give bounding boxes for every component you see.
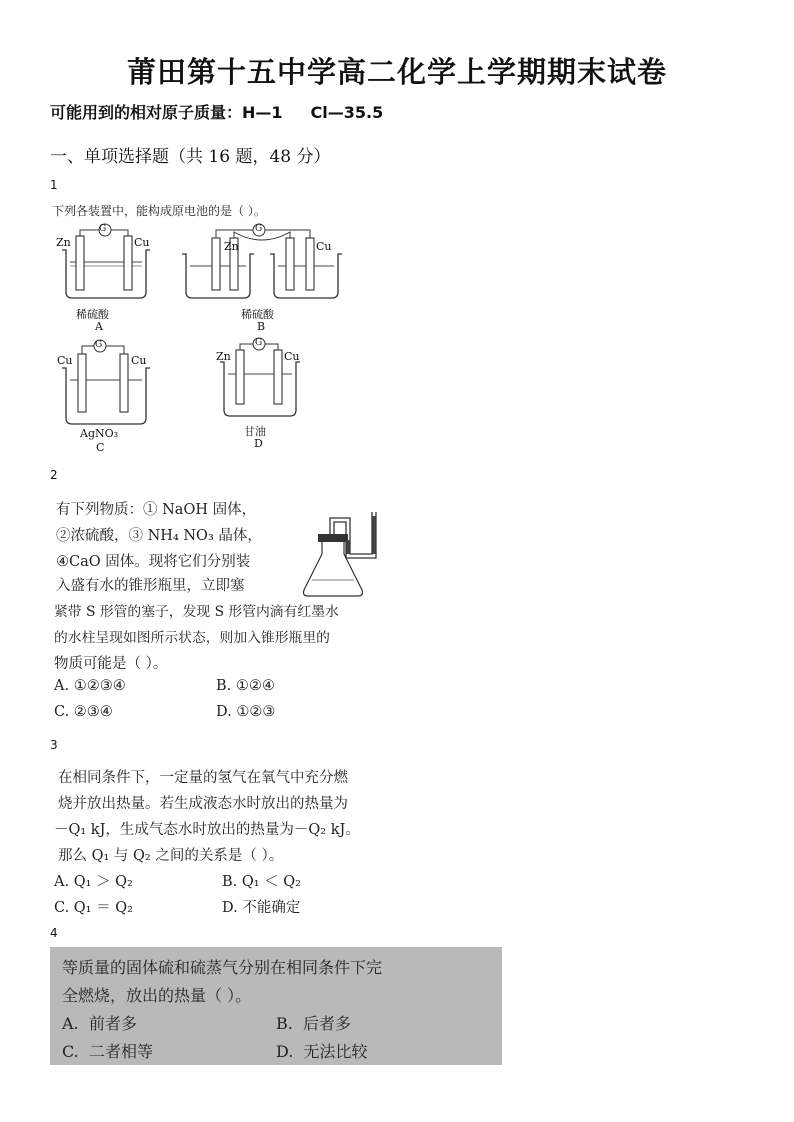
- question-4-option: [62, 1011, 137, 1034]
- apparatus-c-drawing: [56, 338, 156, 430]
- apparatus-d-drawing: [216, 336, 316, 422]
- question-3-option-b-text: Q₁ ＜ Q₂: [241, 874, 301, 890]
- apparatus-b-solution: 稀硫酸: [241, 308, 274, 321]
- apparatus-b-left-electrode: Zn: [224, 240, 239, 253]
- question-4-option: [276, 1011, 351, 1034]
- question-4-option-b-text: 后者多: [303, 1014, 352, 1033]
- question-4-option: [62, 1039, 153, 1062]
- question-3-option-a-text: Q₁ ＞ Q₂: [73, 874, 133, 890]
- question-2-option-a-text: ①②③④: [73, 678, 126, 694]
- apparatus-b-drawing: [178, 222, 348, 302]
- apparatus-c-solution: AgNO₃: [80, 427, 119, 440]
- question-3-line: －Q₁ kJ，生成气态水时放出的热量为－Q₂ kJ。: [54, 822, 360, 838]
- atomic-mass-h: H—1: [242, 103, 283, 122]
- apparatus-a-solution: 稀硫酸: [76, 308, 109, 321]
- question-2-line: ④CaO 固体。现将它们分别装: [56, 554, 251, 570]
- flask-s-tube-drawing: [300, 510, 390, 600]
- apparatus-c-left-electrode: Cu: [57, 354, 73, 367]
- question-2-line: 物质可能是（ ）。: [54, 656, 168, 672]
- apparatus-a-meter: G: [99, 224, 107, 234]
- question-2-option-b-text: ①②④: [235, 678, 275, 694]
- question-2-option-a-label: A.: [54, 678, 70, 694]
- question-2-option-d-label: D.: [216, 704, 232, 720]
- question-2-option: [216, 704, 275, 720]
- question-4-option-d-text: 无法比较: [303, 1042, 368, 1061]
- question-4-option-a-text: 前者多: [88, 1014, 137, 1033]
- atomic-mass-line: [50, 100, 383, 123]
- apparatus-c-right-electrode: Cu: [131, 354, 147, 367]
- question-number-3: 3: [50, 738, 58, 752]
- apparatus-b-right-electrode: Cu: [316, 240, 332, 253]
- question-4-option-a-label: A.: [62, 1014, 79, 1033]
- question-2-line: ②浓硫酸，③ NH₄ NO₃ 晶体，: [56, 528, 262, 544]
- question-4-option-c-label: C.: [62, 1042, 79, 1061]
- atomic-mass-cl: Cl—35.5: [310, 103, 384, 122]
- question-number-4: 4: [50, 926, 58, 940]
- question-number-1: 1: [50, 178, 58, 192]
- question-2-option: [54, 704, 113, 720]
- question-4-option-d-label: D.: [276, 1042, 294, 1061]
- question-2-option-b-label: B.: [216, 678, 232, 694]
- question-3-option: [222, 896, 300, 917]
- question-3-option: [222, 870, 301, 891]
- apparatus-d-meter: G: [255, 338, 263, 348]
- question-4-scan: [50, 947, 502, 1065]
- question-2-line: 入盛有水的锥形瓶里，立即塞: [56, 578, 245, 594]
- question-4-option-b-label: B.: [276, 1014, 293, 1033]
- apparatus-a-letter: A: [95, 320, 103, 333]
- question-2-option-d-text: ①②③: [236, 704, 276, 720]
- question-4-line: 全燃烧，放出的热量（ ）。: [62, 986, 252, 1005]
- apparatus-a-left-electrode: Zn: [56, 236, 71, 249]
- atomic-mass-label: 可能用到的相对原子质量：: [50, 103, 243, 122]
- apparatus-a-right-electrode: Cu: [134, 236, 150, 249]
- apparatus-c-meter: G: [95, 340, 103, 350]
- apparatus-c-letter: C: [96, 441, 105, 454]
- question-3-option-d-text: 不能确定: [242, 900, 301, 916]
- question-4-option-c-text: 二者相等: [88, 1042, 153, 1061]
- question-2-option-c-label: C.: [54, 704, 70, 720]
- apparatus-b-meter: G: [255, 224, 263, 234]
- question-2-option-c-text: ②③④: [73, 704, 113, 720]
- page-title: 莆田第十五中学高二化学上学期期末试卷: [126, 55, 667, 89]
- question-3-option-d-label: D.: [222, 900, 238, 916]
- question-2-option: [216, 678, 275, 694]
- apparatus-d-solution: 甘油: [244, 425, 266, 438]
- apparatus-d-letter: D: [254, 437, 263, 450]
- question-3-option: [54, 870, 133, 891]
- question-3-option: [54, 896, 133, 917]
- question-3-option-c-label: C.: [54, 900, 70, 916]
- question-3-scan: [50, 760, 400, 920]
- apparatus-b-letter: B: [257, 320, 266, 333]
- question-3-line: 那么 Q₁ 与 Q₂ 之间的关系是（ ）。: [58, 848, 284, 864]
- question-number-2: 2: [50, 468, 58, 482]
- question-3-option-c-text: Q₁ ＝ Q₂: [73, 900, 133, 916]
- apparatus-a-drawing: [56, 222, 156, 302]
- question-2-line: 有下列物质：① NaOH 固体，: [56, 502, 257, 518]
- question-3-option-a-label: A.: [54, 874, 70, 890]
- question-2-option: [54, 678, 126, 694]
- section-title: 一、单项选择题（共 16 题，48 分）: [50, 147, 331, 167]
- question-2-line: 紧带 S 形管的塞子，发现 S 形管内滴有红墨水: [54, 604, 339, 620]
- question-3-option-b-label: B.: [222, 874, 238, 890]
- question-4-line: 等质量的固体硫和硫蒸气分别在相同条件下完: [62, 958, 383, 977]
- question-3-line: 烧并放出热量。若生成液态水时放出的热量为: [58, 796, 348, 812]
- apparatus-d-right-electrode: Cu: [284, 350, 300, 363]
- question-4-option: [276, 1039, 368, 1062]
- question-3-line: 在相同条件下，一定量的氢气在氧气中充分燃: [58, 770, 348, 786]
- question-1-stem: 下列各装置中，能构成原电池的是（ ）。: [52, 204, 266, 218]
- apparatus-d-left-electrode: Zn: [216, 350, 231, 363]
- question-2-line: 的水柱呈现如图所示状态，则加入锥形瓶里的: [54, 630, 330, 646]
